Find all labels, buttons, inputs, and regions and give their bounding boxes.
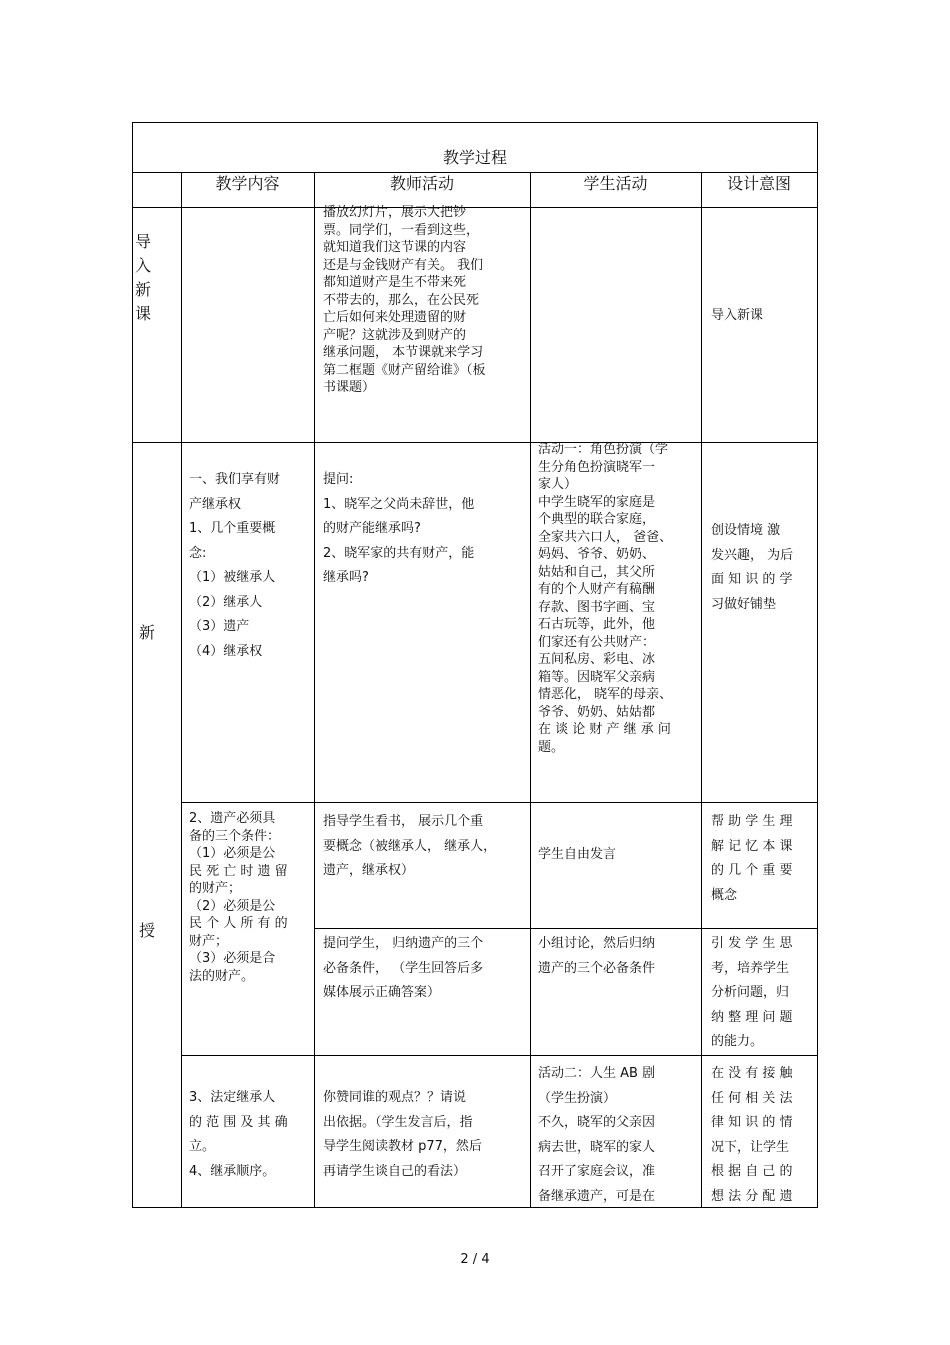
column-header-content: 教学内容 <box>215 174 280 193</box>
table-rule <box>701 172 702 1208</box>
stage-label-new-2: 授 <box>139 921 156 940</box>
table-border-right <box>817 122 818 1208</box>
table-title: 教学过程 <box>442 148 507 167</box>
table-border-left <box>132 122 133 1208</box>
stage-label-intro: 导 入 新 课 <box>135 232 152 323</box>
teacher-activity-opinion: 你赞同谁的观点？？请说 出依据。（学生发言后，指 导学生阅读教材 p77，然后 再请学生谈自己的看法） <box>323 1090 482 1179</box>
design-intent-interest: 创设情境 激 发兴趣， 为后 面 知 识 的 学 习做好铺垫 <box>711 523 794 612</box>
design-intent-analysis: 引 发 学 生 思 考，培养学生 分析问题，归 纳 整 理 问 题 的能力。 <box>711 936 793 1049</box>
content-legal-heirs: 3、法定继承人 的 范 围 及 其 确 立。 4、继承顺序。 <box>189 1090 288 1179</box>
content-estate-conditions: 2、遗产必须具 备的三个条件： （1）必须是公 民 死 亡 时 遗 留 的财产； （2）必须是公 民 个 人 所 有 的 财产； （3）必须是合 法的财产。 <box>189 811 288 984</box>
student-activity-drama: 活动二：人生 AB 剧 （学生扮演） 不久，晓军的父亲因 病去世，晓军的家人 召开了家庭会议，准 备继承遗产，可是在 <box>538 1066 656 1204</box>
table-rule <box>181 172 182 1208</box>
student-activity-group-discussion: 小组讨论，然后归纳 遗产的三个必备条件 <box>538 936 656 976</box>
table-rule <box>181 1055 818 1056</box>
table-rule <box>530 172 531 1208</box>
column-header-design: 设计意图 <box>726 174 791 193</box>
teacher-activity-reading: 指导学生看书， 展示几个重 要概念（被继承人， 继承人， 遗产，继承权） <box>323 814 497 878</box>
content-inheritance-right: 一、我们享有财 产继承权 1、几个重要概 念: （1）被继承人 （2）继承人 （3）遗产 （4）继承权 <box>189 472 281 659</box>
design-intent-distribution: 在 没 有 接 触 任 何 相 关 法 律 知 识 的 情 况下，让学生 根 据 自 己 的 想 法 分 配 遗 <box>711 1066 793 1204</box>
student-activity-role-play: 活动一：角色扮演（学 生分角色扮演晓军一 家人） 中学生晓军的家庭是 个典型的联合家庭， 全家共六口人， 爸爸、 妈妈、爷爷、奶奶、 姑姑和自己，其父所 有的个人财产有稿酬 存款、图书字画、宝 石古玩等，此外，他 们家还有公共财产： 五间私房、彩电、冰 箱等。因晓军父亲病 情恶化， 晓军的母亲、 爷爷、奶奶、姑姑都 在 谈 论 财 产 继 承 问 题。 <box>538 442 673 755</box>
teacher-activity-summarize: 提问学生， 归纳遗产的三个 必备条件， （学生回答后多 媒体展示正确答案） <box>323 936 484 1000</box>
table-rule <box>181 802 818 803</box>
design-intent-intro: 导入新课 <box>711 308 764 323</box>
table-border-top <box>132 122 818 123</box>
column-header-teacher: 教师活动 <box>389 174 454 193</box>
teacher-activity-intro: 播放幻灯片，展示大把钞 票。同学们，一看到这些， 就知道我们这节课的内容 还是与金钱财产有关。 我们 都知道财产是生不带来死 不带去的，那么，在公民死 亡后如何来处理遗留的财 产呢？这就涉及到财产的 继承问题， 本节课就来学习 第二框题《财产留给谁》（板 书课题） <box>323 205 486 395</box>
table-rule <box>314 928 818 929</box>
table-rule <box>132 442 818 443</box>
stage-label-new-1: 新 <box>139 623 156 642</box>
table-rule <box>314 172 315 1208</box>
student-activity-speak: 学生自由发言 <box>538 847 617 862</box>
page-number: 2 / 4 <box>460 1252 490 1267</box>
design-intent-concepts: 帮 助 学 生 理 解 记 忆 本 课 的 几 个 重 要 概念 <box>711 814 793 903</box>
column-header-student: 学生活动 <box>583 174 648 193</box>
teacher-activity-questions: 提问: 1、晓军之父尚未辞世，他 的财产能继承吗? 2、晓军家的共有财产，能 继承吗? <box>323 472 475 585</box>
